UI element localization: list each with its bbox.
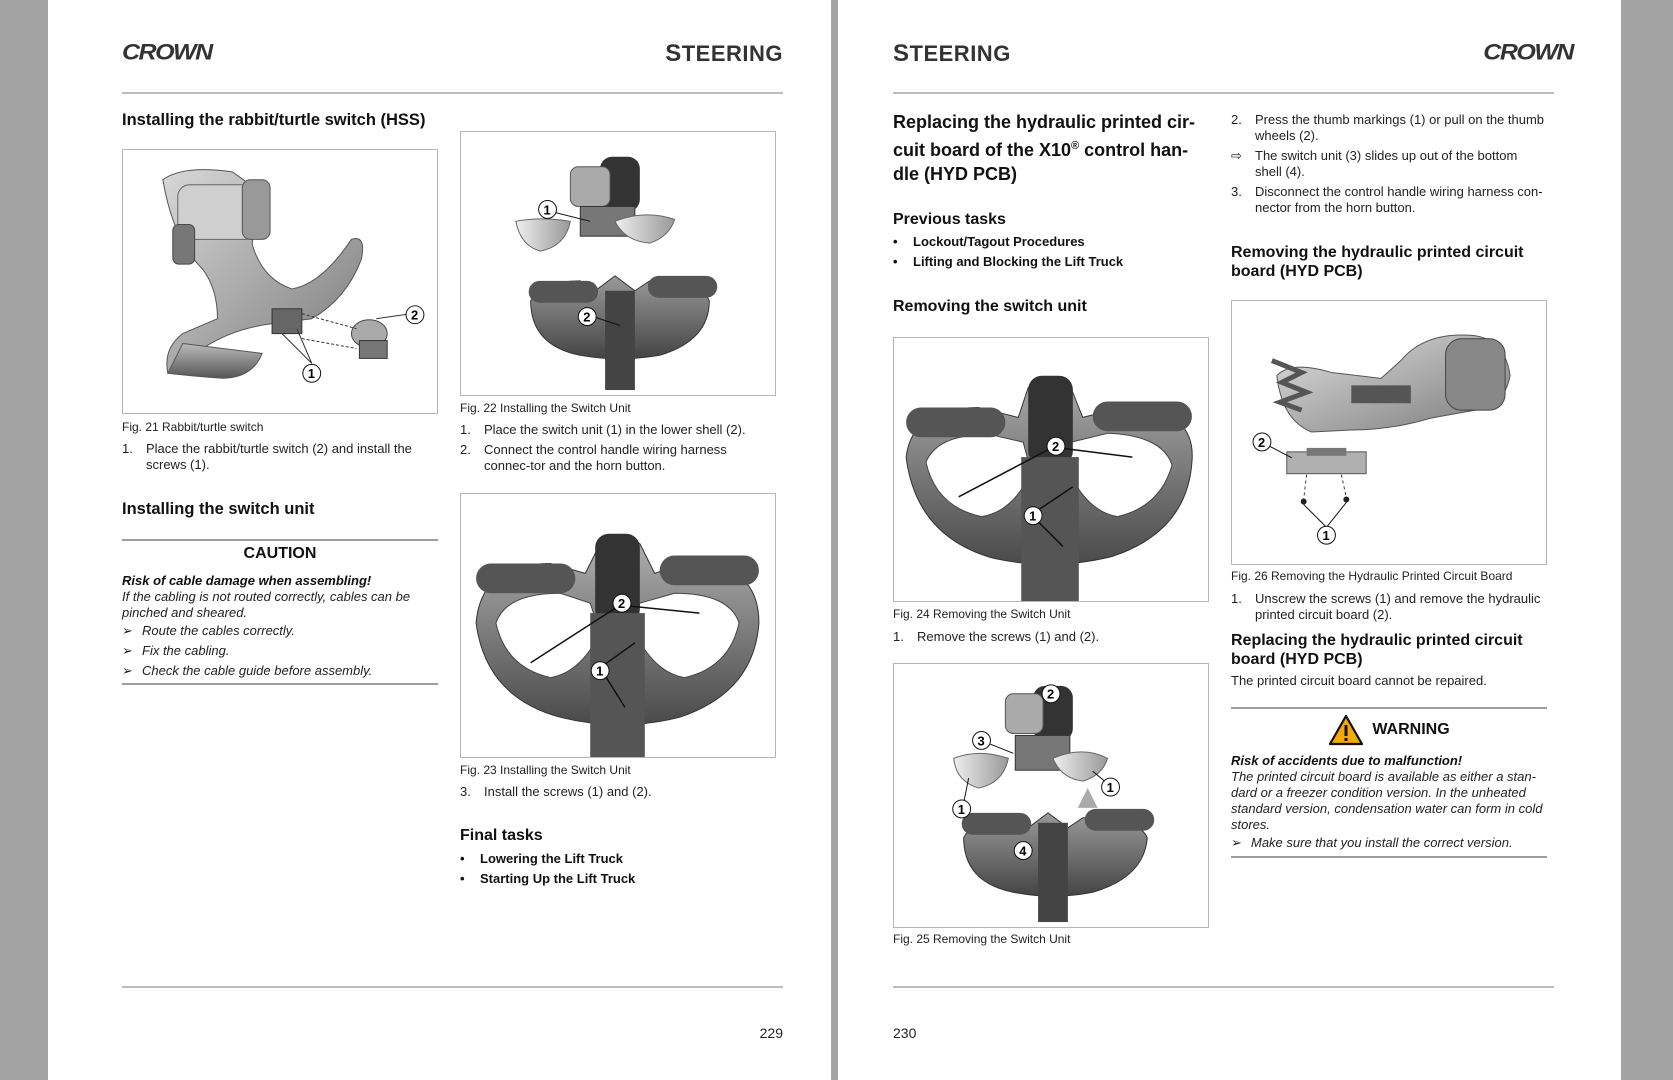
step-number: 3. — [1231, 184, 1242, 199]
warning-item: ➢ Make sure that you install the correct version. — [1231, 833, 1547, 853]
fig22-callout-2: 2 — [583, 309, 591, 325]
step-text: Remove the screws (1) and (2). — [917, 629, 1100, 644]
removing-switch-unit-title: Removing the switch unit — [893, 298, 1087, 315]
crown-logo: CROWN — [122, 39, 212, 65]
fig25-callout-3: 3 — [977, 733, 985, 749]
previous-task-item: Lockout/Tagout Procedures — [913, 234, 1085, 249]
step-text: Press the thumb markings (1) or pull on the thumb wheels (2). — [1255, 112, 1545, 143]
fig25-callout-1b: 1 — [1106, 780, 1114, 796]
replacing-pcb-text: The printed circuit board cannot be repaired. — [1231, 673, 1487, 688]
step-number: 1. — [460, 422, 471, 437]
previous-tasks-title: Previous tasks — [893, 211, 1006, 228]
arrow-bullet-icon: ➢ — [122, 663, 133, 678]
previous-tasks-list: • Lockout/Tagout Procedures • Lifting and Blocking the Lift Truck — [893, 232, 1209, 272]
warning-text: The printed circuit board is available as either a stan-dard or a freezer condition version. In the unheated standard version, condensation water can form in cold stores. — [1231, 769, 1543, 832]
fig21-callout-1: 1 — [307, 366, 315, 382]
page-229 — [48, 0, 831, 1080]
figure-21-image — [122, 149, 438, 414]
chapter-heading: STEERING — [665, 40, 783, 67]
header-rule — [893, 92, 1554, 94]
step-number: 2. — [460, 442, 471, 457]
figure-22-image — [460, 131, 776, 396]
fig25-callout-2: 2 — [1047, 686, 1055, 702]
step-number: 1. — [122, 441, 133, 456]
step-text: The switch unit (3) slides up out of the bottom shell (4). — [1255, 148, 1518, 179]
figure-23-caption: Fig. 23 Installing the Switch Unit — [460, 763, 631, 777]
final-tasks-list: • Lowering the Lift Truck • Starting Up the Lift Truck — [460, 849, 776, 889]
step-list-fig26 — [1231, 591, 1547, 627]
replacing-pcb-title: Replacing the hydraulic printed circuit board (HYD PCB) — [1231, 632, 1523, 668]
main-title: Replacing the hydraulic printed cir- cuit board of the X10® control han- dle (HYD PCB) — [893, 112, 1196, 184]
warning-triangle-icon — [1328, 714, 1364, 746]
caution-item: ➢ Fix the cabling. — [122, 641, 438, 661]
fig26-callout-1: 1 — [1322, 528, 1330, 544]
step-text: Install the screws (1) and (2). — [484, 784, 652, 799]
section-title-switch-unit: Installing the switch unit — [122, 500, 315, 518]
caution-item: ➢ Route the cables correctly. — [122, 621, 438, 641]
arrow-bullet-icon: ➢ — [122, 643, 133, 658]
figure-26-caption: Fig. 26 Removing the Hydraulic Printed Circuit Board — [1231, 569, 1513, 583]
warning-block — [1231, 752, 1547, 853]
fig24-callout-2: 2 — [1051, 439, 1060, 455]
figure-26-image — [1231, 300, 1547, 565]
step-text: Connect the control handle wiring harness connec-tor and the horn button. — [484, 442, 727, 473]
caution-block — [122, 572, 438, 681]
step-number: 1. — [1231, 591, 1242, 606]
step-text: Disconnect the control handle wiring harness con-nector from the horn button. — [1255, 184, 1543, 215]
figure-25-caption: Fig. 25 Removing the Switch Unit — [893, 932, 1071, 946]
fig25-callout-1: 1 — [957, 801, 965, 817]
previous-task-item: Lifting and Blocking the Lift Truck — [913, 254, 1124, 269]
caution-text: If the cabling is not routed correctly, cables can be pinched and sheared. — [122, 589, 411, 620]
warning-top-rule — [1231, 707, 1547, 709]
step-text: Place the rabbit/turtle switch (2) and install the screws (1). — [146, 441, 412, 472]
step-text: Place the switch unit (1) in the lower shell (2). — [484, 422, 746, 437]
footer-rule — [893, 986, 1554, 988]
final-task-item: Lowering the Lift Truck — [480, 851, 624, 866]
step-list-fig22 — [460, 422, 776, 478]
figure-25-image — [893, 663, 1209, 928]
figure-24-caption: Fig. 24 Removing the Switch Unit — [893, 607, 1071, 621]
fig23-callout-1: 1 — [596, 663, 604, 679]
fig25-callout-4: 4 — [1019, 843, 1027, 859]
step-text: Unscrew the screws (1) and remove the hydraulic printed circuit board (2). — [1255, 591, 1541, 622]
step-number: 1. — [893, 629, 904, 644]
figure-21-caption: Fig. 21 Rabbit/turtle switch — [122, 420, 264, 434]
result-arrow-icon: ⇨ — [1231, 148, 1242, 163]
step-list-fig23 — [460, 784, 776, 804]
header-rule — [122, 92, 783, 94]
final-tasks-title: Final tasks — [460, 827, 543, 844]
page-number: 229 — [759, 1025, 783, 1041]
caution-top-rule — [122, 539, 438, 541]
removing-pcb-title: Removing the hydraulic printed circuit board (HYD PCB) — [1231, 244, 1524, 280]
warning-bottom-rule — [1231, 856, 1547, 858]
caution-title: CAUTION — [243, 545, 317, 562]
step-list-col2 — [1231, 112, 1547, 220]
warning-header — [1231, 714, 1547, 746]
fig24-callout-1: 1 — [1029, 508, 1037, 524]
crown-logo: CROWN — [1483, 39, 1573, 65]
caution-risk: Risk of cable damage when assembling! — [122, 573, 372, 588]
warning-title: WARNING — [1372, 721, 1450, 738]
figure-23-image — [460, 493, 776, 758]
section-title-rabbit-turtle: Installing the rabbit/turtle switch (HSS) — [122, 111, 426, 129]
fig22-callout-1: 1 — [543, 202, 551, 218]
caution-item: ➢ Check the cable guide before assembly. — [122, 661, 438, 681]
step-list-fig24 — [893, 629, 1209, 649]
footer-rule — [122, 986, 783, 988]
fig26-callout-2: 2 — [1257, 434, 1266, 450]
arrow-bullet-icon: ➢ — [1231, 835, 1242, 850]
page-number: 230 — [893, 1025, 917, 1041]
step-list-rabbit — [122, 441, 438, 477]
fig21-callout-2: 2 — [411, 307, 419, 323]
page-230 — [838, 0, 1621, 1080]
warning-risk: Risk of accidents due to malfunction! — [1231, 753, 1463, 768]
arrow-bullet-icon: ➢ — [122, 623, 133, 638]
figure-24-image — [893, 337, 1209, 602]
final-task-item: Starting Up the Lift Truck — [480, 871, 636, 886]
fig23-callout-2: 2 — [618, 596, 626, 612]
chapter-heading: STEERING — [893, 40, 1011, 67]
step-number: 3. — [460, 784, 471, 799]
caution-bottom-rule — [122, 683, 438, 685]
figure-22-caption: Fig. 22 Installing the Switch Unit — [460, 401, 631, 415]
step-number: 2. — [1231, 112, 1242, 127]
